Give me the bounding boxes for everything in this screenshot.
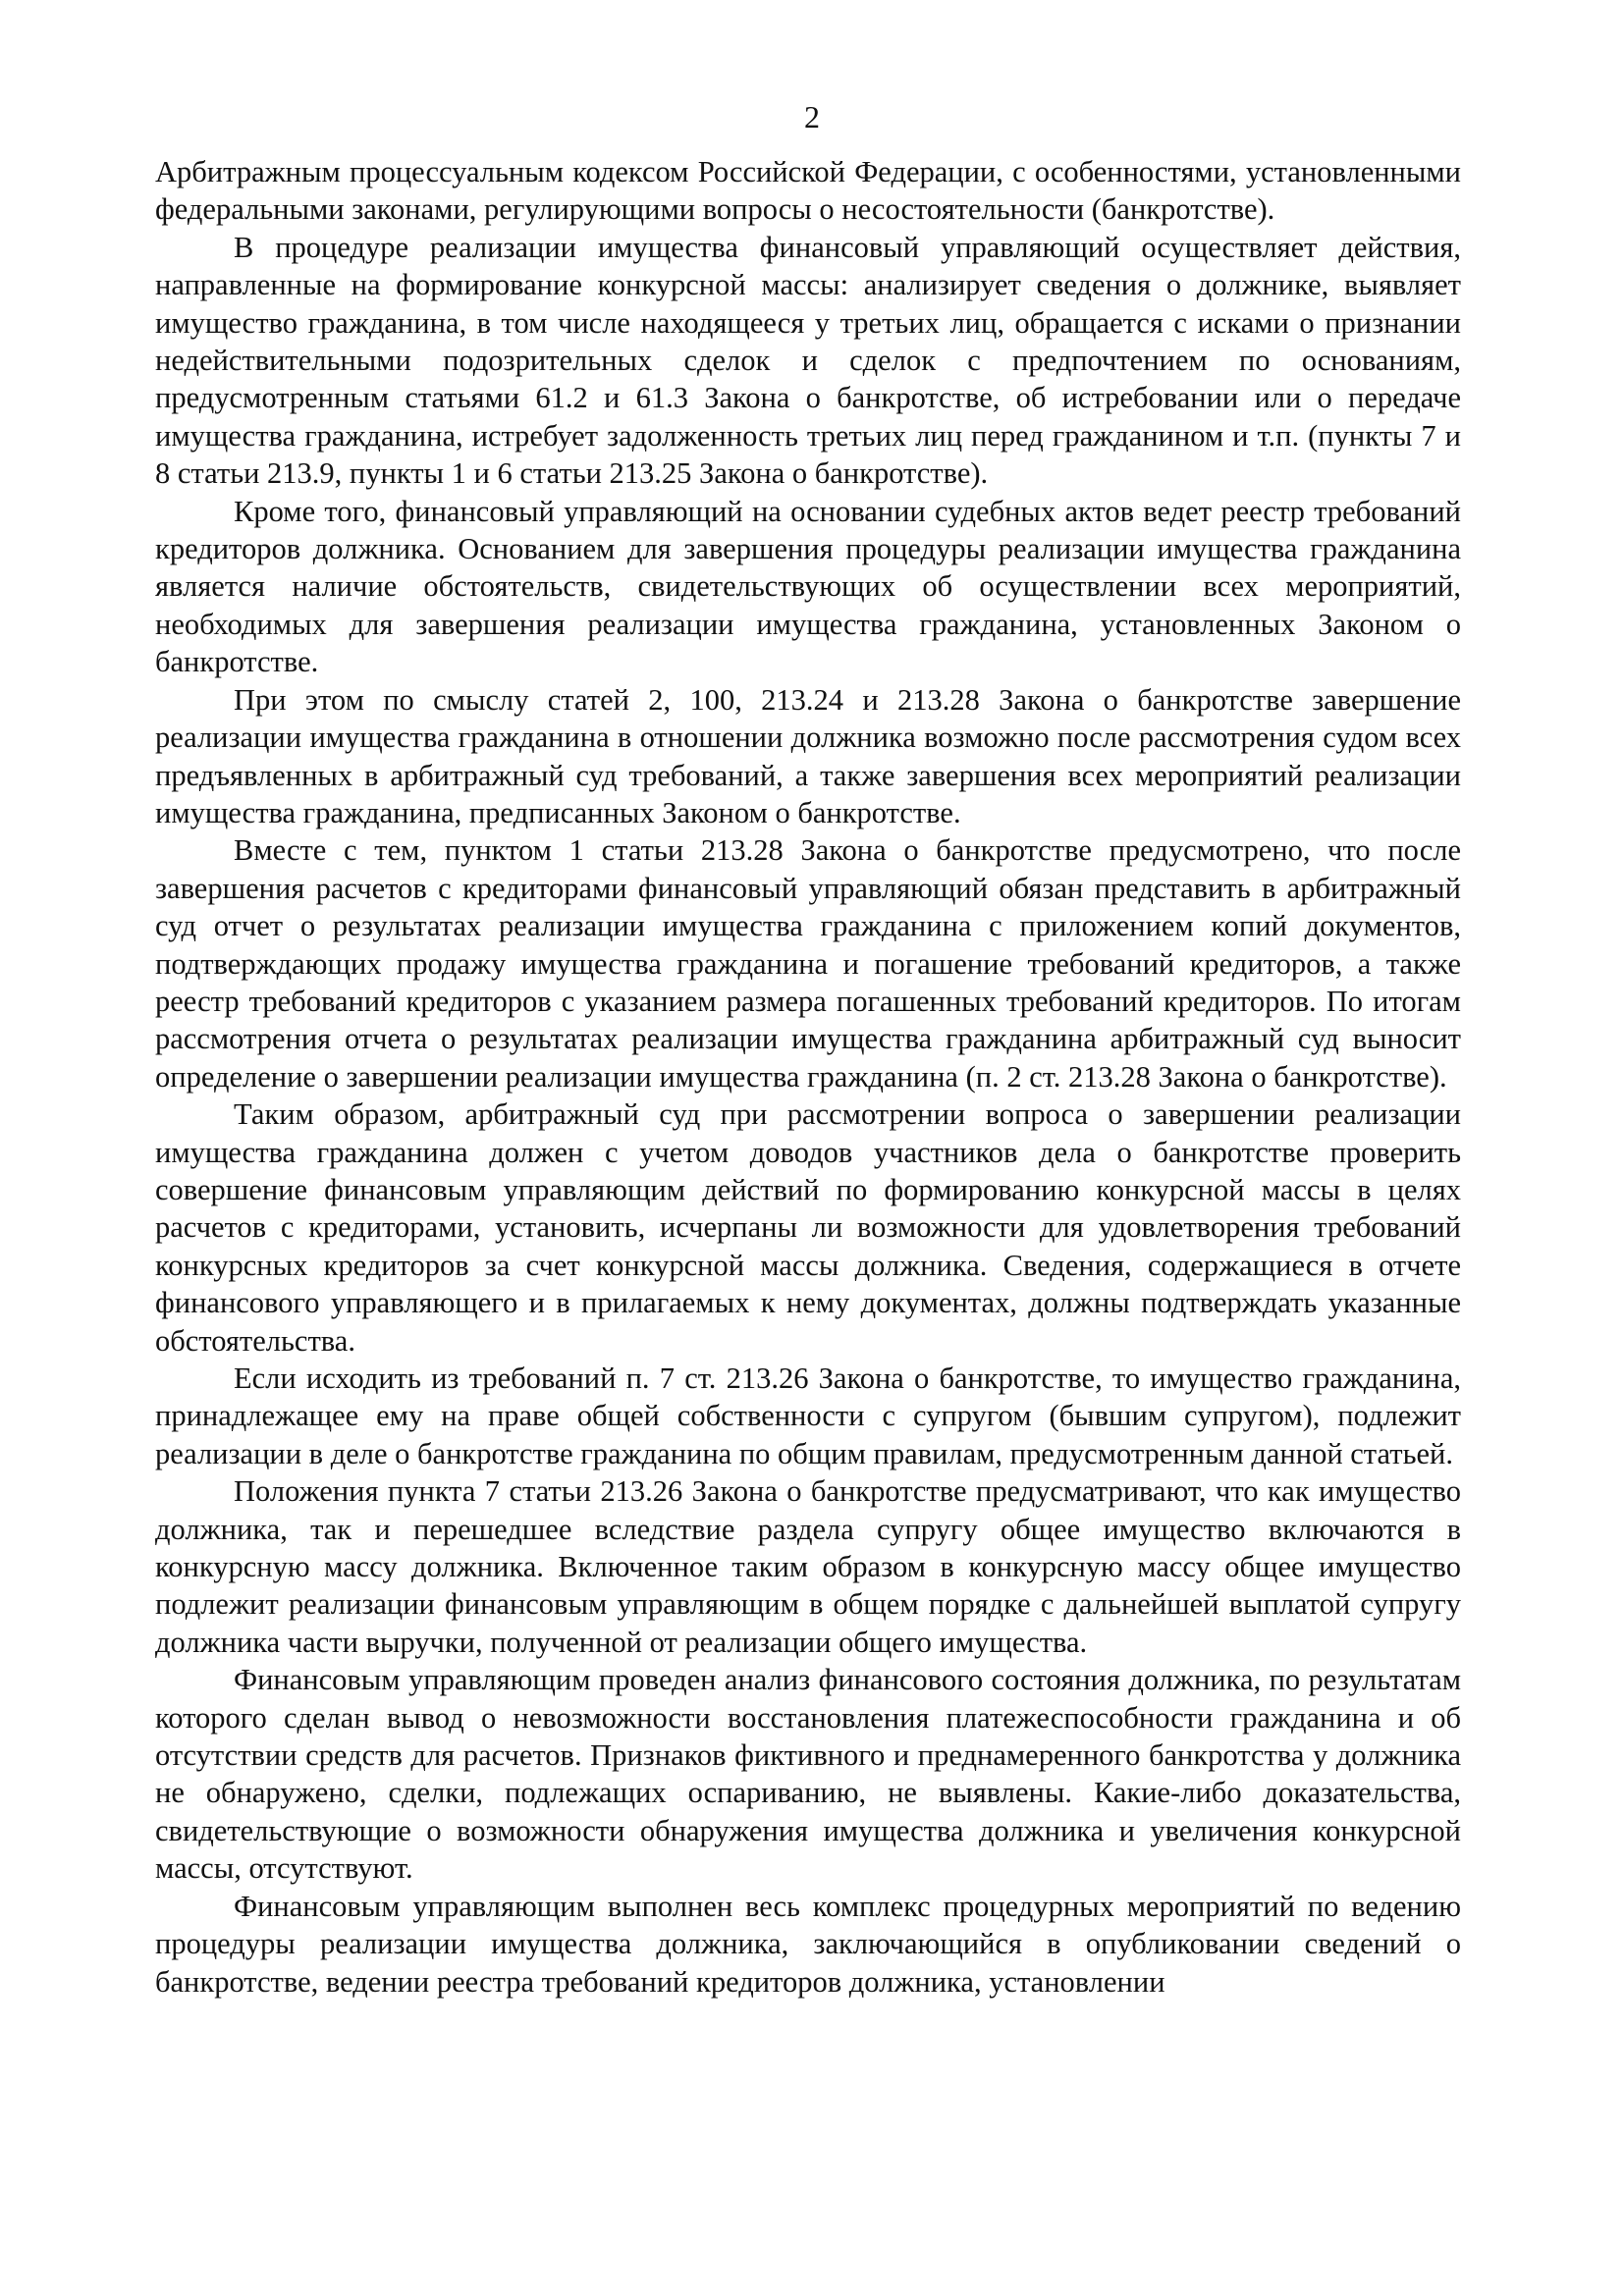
paragraph: При этом по смыслу статей 2, 100, 213.24 и 213.28 Закона о банкротстве завершение реализации имущества гражданина в отношении должника возможно после рассмотрения судом всех предъявленных в арбитражный суд требований, а также завершения всех мероприятий реализации имущества гражданина, предписанных Законом о банкротстве.	[155, 682, 1461, 829]
paragraph: Если исходить из требований п. 7 ст. 213.26 Закона о банкротстве, то имущество гражданина, принадлежащее ему на праве общей собственности с супругом (бывшим супругом), подлежит реализации в деле о банкротстве гражданина по общим правилам, предусмотренным данной статьей.	[155, 1362, 1461, 1470]
paragraph-continues: Финансовым управляющим выполнен весь комплекс процедурных мероприятий по ведению процедуры реализации имущества должника, заключающийся в опубликовании сведений о банкротстве, ведении реестра требований кредиторов должника, установлении	[155, 1889, 1461, 1999]
paragraph: Таким образом, арбитражный суд при рассмотрении вопроса о завершении реализации имущества гражданина должен с учетом доводов участников дела о банкротстве проверить совершение финансовым управляющим действий по формированию конкурсной массы в целях расчетов с кредиторами, установить, исчерпаны ли возможности для удовлетворения требований конкурсных кредиторов за счет конкурсной массы должника. Сведения, содержащиеся в отчете финансового управляющего и в прилагаемых к нему документах, должны подтверждать указанные обстоятельства.	[155, 1097, 1461, 1358]
page-number: 2	[804, 99, 820, 134]
paragraph: Вместе с тем, пунктом 1 статьи 213.28 Закона о банкротстве предусмотрено, что после завершения расчетов с кредиторами финансовый управляющий обязан представить в арбитражный суд отчет о результатах реализации имущества гражданина с приложением копий документов, подтверждающих продажу имущества гражданина и погашение требований кредиторов, а также реестр требований кредиторов с указанием размера погашенных требований кредиторов. По итогам рассмотрения отчета о результатах реализации имущества гражданина арбитражный суд выносит определение о завершении реализации имущества гражданина (п. 2 ст. 213.28 Закона о банкротстве).	[155, 833, 1461, 1094]
document-body	[155, 153, 1461, 2001]
paragraph-continuation: Арбитражным процессуальным кодексом Российской Федерации, с особенностями, установленными федеральными законами, регулирующими вопросы о несостоятельности (банкротстве).	[155, 155, 1461, 227]
paragraph: Кроме того, финансовый управляющий на основании судебных актов ведет реестр требований кредиторов должника. Основанием для завершения процедуры реализации имущества гражданина является наличие обстоятельств, свидетельствующих об осуществлении всех мероприятий, необходимых для завершения реализации имущества гражданина, установленных Законом о банкротстве.	[155, 494, 1461, 679]
paragraph: Финансовым управляющим проведен анализ финансового состояния должника, по результатам которого сделан вывод о невозможности восстановления платежеспособности гражданина и об отсутствии средств для расчетов. Признаков фиктивного и преднамеренного банкротства у должника не обнаружено, сделки, подлежащих оспариванию, не выявлены. Какие-либо доказательства, свидетельствующие о возможности обнаружения имущества должника и увеличения конкурсной массы, отсутствуют.	[155, 1663, 1461, 1886]
paragraph: Положения пункта 7 статьи 213.26 Закона о банкротстве предусматривают, что как имущество должника, так и перешедшее вследствие раздела супругу общее имущество включаются в конкурсную массу должника. Включенное таким образом в конкурсную массу общее имущество подлежит реализации финансовым управляющим в общем порядке с дальнейшей выплатой супругу должника части выручки, полученной от реализации общего имущества.	[155, 1474, 1461, 1659]
paragraph: В процедуре реализации имущества финансовый управляющий осуществляет действия, направленные на формирование конкурсной массы: анализирует сведения о должнике, выявляет имущество гражданина, в том числе находящееся у третьих лиц, обращается с исками о признании недействительными подозрительных сделок и сделок с предпочтением по основаниям, предусмотренным статьями 61.2 и 61.3 Закона о банкротстве, об истребовании или о передаче имущества гражданина, истребует задолженность третьих лиц перед гражданином и т.п. (пункты 7 и 8 статьи 213.9, пункты 1 и 6 статьи 213.25 Закона о банкротстве).	[155, 230, 1461, 491]
